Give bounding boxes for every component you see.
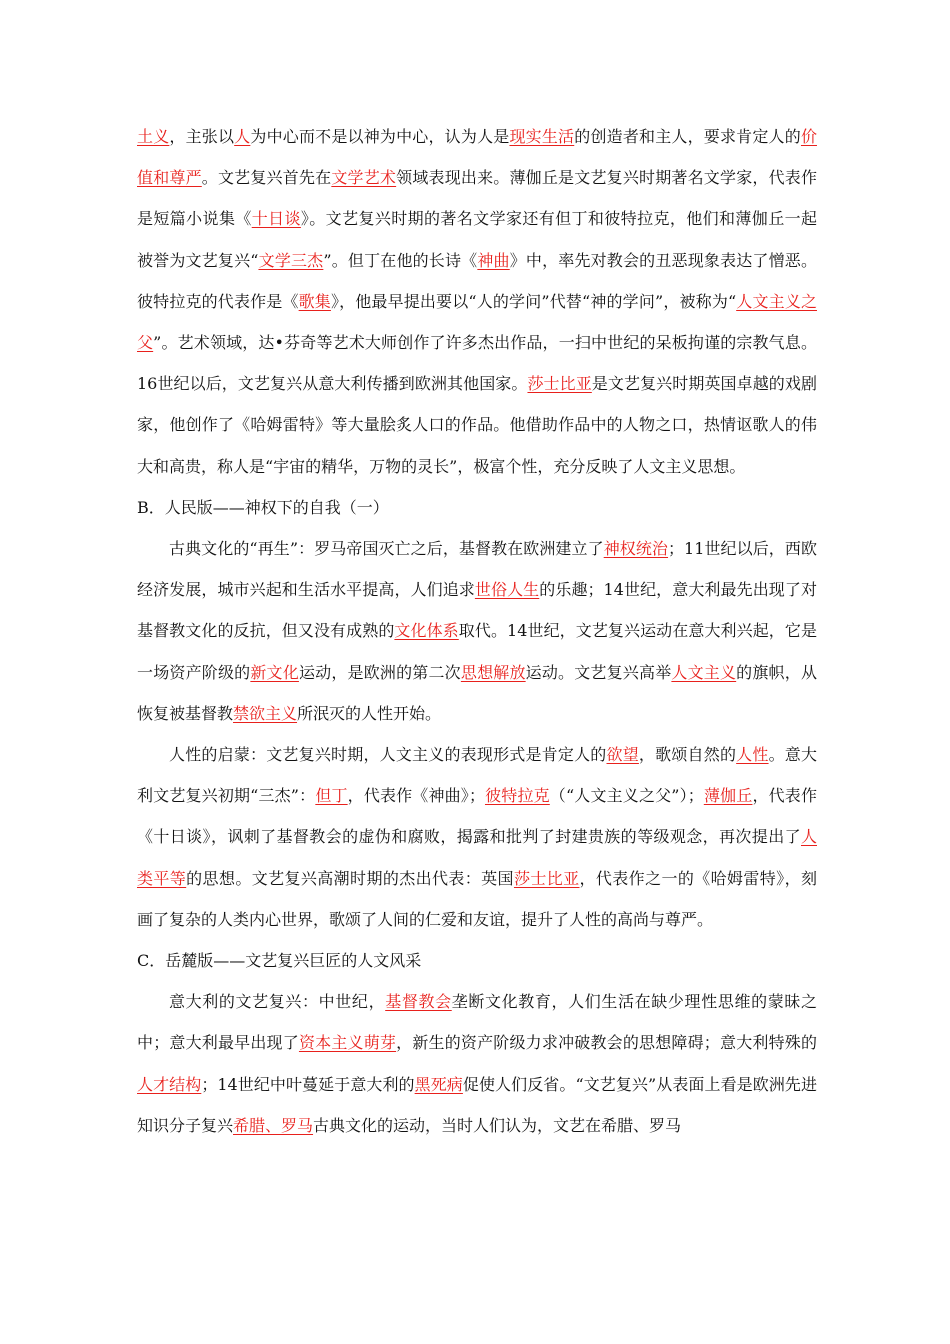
- highlighted-term: 土义: [137, 127, 170, 146]
- text-run: 所泯灭的人性开始。: [297, 703, 442, 723]
- text-run: C．岳麓版——文艺复兴巨匠的人文风采: [137, 951, 422, 971]
- text-run: 。文艺复兴首先在: [201, 168, 332, 188]
- text-run: 运动。文艺复兴高举: [525, 662, 672, 682]
- paragraph-humanism-literature: [137, 116, 817, 487]
- highlighted-term: 神权统治: [603, 539, 669, 559]
- text-run: 的创造者和主人，要求肯定人的: [574, 127, 801, 146]
- text-run: B．人民版——神权下的自我（一）: [137, 497, 389, 517]
- highlighted-term: 人文主义之父: [137, 291, 817, 353]
- text-run: （“人文主义之父”）；: [549, 786, 704, 806]
- highlighted-term: 薄伽丘: [703, 786, 753, 806]
- text-run: 促使人们反省。“文艺复兴”从表面上看是欧洲先进知识分子复兴: [137, 1074, 817, 1135]
- text-run: 领域表现出来。薄伽丘是文艺复兴时期著名文学家，代表作是短篇小说集《: [137, 168, 817, 229]
- highlighted-term: 但丁: [315, 786, 348, 806]
- text-run: 运动，是欧洲的第二次: [298, 662, 461, 682]
- highlighted-term: 希腊、罗马: [233, 1115, 314, 1135]
- text-run: ，代表作之一的《哈姆雷特》，刻画了复杂的人类内心世界，歌颂了人间的仁爱和友谊，提升了人性的高尚与尊严。: [137, 868, 817, 929]
- highlighted-term: 价值和尊严: [137, 127, 817, 188]
- highlighted-term: 十日谈: [251, 209, 301, 229]
- text-run: 为中心而不是以神为中心，认为人是: [250, 127, 510, 146]
- highlighted-term: 现实生活: [509, 127, 575, 146]
- text-run: 是文艺复兴时期英国卓越的戏剧家，他创作了《哈姆雷特》等大量脍炙人口的作品。他借助作品中的人物之口，热情讴歌人的伟大和高贵，称人是“宇宙的精华，万物的灵长”，极富个性，充分反映了人文主义思想。: [137, 374, 817, 476]
- highlighted-term: 人性: [736, 745, 769, 765]
- text-run: 。意大利文艺复兴初期“三杰”：: [137, 745, 817, 806]
- text-run: ，新生的资产阶级力求冲破教会的思想障碍；意大利特殊的: [396, 1033, 817, 1053]
- section-heading-b: [137, 487, 817, 528]
- text-run: 的乐趣；14世纪，意大利最先出现了对基督教文化的反抗，但又没有成熟的: [137, 580, 817, 641]
- text-run: 垄断文化教育，人们生活在缺少理性思维的蒙昧之中；意大利最早出现了: [137, 992, 817, 1053]
- highlighted-term: 文化体系: [394, 621, 459, 641]
- text-run: 古典文化的“再生”：罗马帝国灭亡之后，基督教在欧洲建立了: [169, 539, 604, 559]
- text-run: 》，他最早提出要以“人的学问”代替“神的学问”，被称为“: [330, 291, 737, 311]
- highlighted-term: 欲望: [606, 745, 639, 765]
- highlighted-term: 禁欲主义: [233, 703, 298, 723]
- highlighted-term: 神曲: [477, 250, 510, 270]
- highlighted-term: 黑死病: [414, 1074, 463, 1094]
- highlighted-term: 文学艺术: [331, 168, 397, 188]
- paragraph-human-enlightenment: [137, 734, 817, 940]
- highlighted-term: 人文主义: [671, 662, 737, 682]
- text-run: 意大利的文艺复兴：中世纪，: [169, 992, 386, 1012]
- document-body: [137, 116, 817, 1146]
- text-run: ”。艺术领域，达•芬奇等艺术大师创作了许多杰出作品，一扫中世纪的呆板拘谨的宗教气息。16世纪以后，文艺复兴从意大利传播到欧洲其他国家。: [137, 333, 817, 394]
- highlighted-term: 人类平等: [137, 827, 817, 888]
- highlighted-term: 人: [234, 127, 251, 146]
- highlighted-term: 彼特拉克: [484, 786, 550, 806]
- highlighted-term: 歌集: [298, 291, 331, 311]
- highlighted-term: 资本主义萌芽: [298, 1033, 397, 1053]
- highlighted-term: 世俗人生: [474, 580, 540, 600]
- text-run: 取代。14世纪，文艺复兴运动在意大利兴起，它是一场资产阶级的: [137, 621, 817, 682]
- text-run: ”。但丁在他的长诗《: [323, 250, 478, 270]
- text-run: ；11世纪以后，西欧经济发展，城市兴起和生活水平提高，人们追求: [137, 539, 817, 600]
- text-run: 古典文化的运动，当时人们认为，文艺在希腊、罗马: [313, 1115, 682, 1135]
- text-run: ，代表作《十日谈》，讽刺了基督教会的虚伪和腐败，揭露和批判了封建贵族的等级观念，再次提出了: [137, 786, 817, 847]
- section-heading-c: [137, 940, 817, 981]
- highlighted-term: 文学三杰: [258, 250, 324, 270]
- highlighted-term: 人才结构: [137, 1074, 202, 1094]
- text-run: 的思想。文艺复兴高潮时期的杰出代表：英国: [186, 868, 514, 888]
- highlighted-term: 思想解放: [460, 662, 526, 682]
- highlighted-term: 莎士比亚: [527, 374, 592, 394]
- text-run: 》。文艺复兴时期的著名文学家还有但丁和彼特拉克，他们和薄伽丘一起被誉为文艺复兴“: [137, 209, 817, 270]
- text-run: 的旗帜，从恢复被基督教: [137, 662, 817, 723]
- text-run: ，主张以: [169, 127, 235, 146]
- paragraph-classical-rebirth: [137, 528, 817, 734]
- highlighted-term: 莎士比亚: [513, 868, 580, 888]
- text-run: 人性的启蒙：文艺复兴时期，人文主义的表现形式是肯定人的: [169, 745, 607, 765]
- text-run: ；14世纪中叶蔓延于意大利的: [201, 1074, 415, 1094]
- highlighted-term: 基督教会: [385, 992, 452, 1012]
- highlighted-term: 新文化: [250, 662, 299, 682]
- text-run: ，代表作《神曲》；: [347, 786, 485, 806]
- text-run: 》中，率先对教会的丑恶现象表达了憎恶。彼特拉克的代表作是《: [137, 250, 817, 311]
- paragraph-italian-renaissance: [137, 981, 817, 1146]
- text-run: ，歌颂自然的: [638, 745, 737, 765]
